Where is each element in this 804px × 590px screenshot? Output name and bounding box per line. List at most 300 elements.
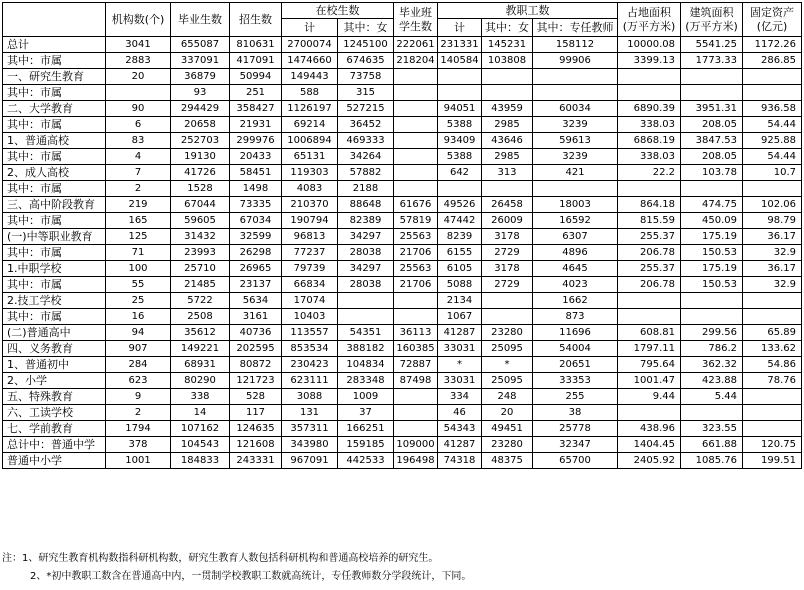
cell-graduates: 655087 [171,37,230,53]
footnote-1: 注：1、研究生教育机构数指科研机构数，研究生教育人数包括科研机构和普通高校培养的研究生。 [2,553,439,564]
cell-staff-female: 145231 [482,37,533,53]
cell-in-school-total: 357311 [282,421,338,437]
cell-staff-total: 334 [438,389,482,405]
cell-staff-total: * [438,357,482,373]
cell-fixed-assets [743,69,802,85]
cell-staff-teachers: 38 [533,405,618,421]
cell-in-school-female: 1245100 [338,37,394,53]
cell-staff-female: 48375 [482,453,533,469]
cell-in-school-female: 527215 [338,101,394,117]
cell-enrollment: 358427 [230,101,282,117]
table-row [3,245,802,261]
cell-in-school-female: 2188 [338,181,394,197]
cell-building-area: 299.56 [681,325,743,341]
cell-building-area: 208.05 [681,117,743,133]
cell-in-school-total: 1126197 [282,101,338,117]
cell-org-count: 4 [106,149,171,165]
cell-grad-class [394,165,438,181]
cell-org-count: 165 [106,213,171,229]
cell-grad-class: 196498 [394,453,438,469]
cell-row-label: 2.技工学校 [3,293,106,309]
cell-graduates: 338 [171,389,230,405]
cell-staff-teachers: 873 [533,309,618,325]
table-row [3,389,802,405]
cell-in-school-female: 104834 [338,357,394,373]
cell-staff-total: 93409 [438,133,482,149]
cell-fixed-assets: 54.44 [743,149,802,165]
table-row [3,117,802,133]
cell-enrollment: 299976 [230,133,282,149]
cell-staff-female: 2729 [482,245,533,261]
cell-graduates: 23993 [171,245,230,261]
cell-staff-teachers: 11696 [533,325,618,341]
cell-fixed-assets [743,293,802,309]
cell-org-count: 125 [106,229,171,245]
cell-enrollment: 417091 [230,53,282,69]
cell-building-area: 5.44 [681,389,743,405]
cell-grad-class: 72887 [394,357,438,373]
cell-staff-total: 6155 [438,245,482,261]
cell-row-label: 二、大学教育 [3,101,106,117]
cell-enrollment: 121608 [230,437,282,453]
cell-row-label: 1、普通高校 [3,133,106,149]
header-staff: 教职工数 [438,3,618,19]
cell-staff-total: 5388 [438,149,482,165]
cell-fixed-assets: 199.51 [743,453,802,469]
cell-row-label: 一、研究生教育 [3,69,106,85]
cell-staff-total [438,85,482,101]
cell-enrollment: 528 [230,389,282,405]
cell-staff-total: 41287 [438,325,482,341]
cell-in-school-female: 1009 [338,389,394,405]
cell-fixed-assets: 925.88 [743,133,802,149]
cell-org-count: 2883 [106,53,171,69]
cell-row-label: 2、小学 [3,373,106,389]
cell-in-school-total: 131 [282,405,338,421]
cell-org-count: 20 [106,69,171,85]
footnote-2: 2、*初中教职工数含在普通高中内，一贯制学校教职工数就高统计，专任教师数分学段统计，下同。 [30,571,472,582]
cell-staff-female: 23280 [482,325,533,341]
cell-land-area: 10000.08 [618,37,681,53]
cell-land-area: 438.96 [618,421,681,437]
cell-building-area: 3847.53 [681,133,743,149]
cell-row-label: 七、学前教育 [3,421,106,437]
cell-building-area: 450.09 [681,213,743,229]
cell-in-school-female: 37 [338,405,394,421]
cell-staff-teachers: 4645 [533,261,618,277]
header-grad-class: 毕业班学生数 [394,3,438,37]
cell-building-area [681,309,743,325]
cell-row-label: 其中：市属 [3,53,106,69]
header-staff-female: 其中：女 [482,19,533,37]
cell-enrollment: 40736 [230,325,282,341]
cell-graduates: 252703 [171,133,230,149]
cell-in-school-total: 149443 [282,69,338,85]
table-row [3,373,802,389]
cell-staff-teachers: 1662 [533,293,618,309]
cell-land-area: 795.64 [618,357,681,373]
cell-staff-total: 94051 [438,101,482,117]
cell-org-count: 219 [106,197,171,213]
cell-grad-class [394,309,438,325]
table-row [3,229,802,245]
cell-fixed-assets: 286.85 [743,53,802,69]
cell-staff-female: 2985 [482,117,533,133]
cell-enrollment: 50994 [230,69,282,85]
cell-in-school-female: 88648 [338,197,394,213]
cell-in-school-total: 17074 [282,293,338,309]
cell-staff-teachers: 33353 [533,373,618,389]
cell-graduates: 184833 [171,453,230,469]
cell-grad-class: 57819 [394,213,438,229]
cell-staff-total: 54343 [438,421,482,437]
cell-staff-female: 3178 [482,261,533,277]
cell-row-label: 其中：市属 [3,181,106,197]
cell-fixed-assets: 36.17 [743,261,802,277]
cell-land-area [618,85,681,101]
cell-enrollment: 3161 [230,309,282,325]
cell-row-label: (一)中等职业教育 [3,229,106,245]
cell-row-label: 其中：市属 [3,117,106,133]
cell-org-count: 623 [106,373,171,389]
cell-staff-teachers: 54004 [533,341,618,357]
header-fixed-assets: 固定资产(亿元) [743,3,802,37]
cell-staff-female: 2985 [482,149,533,165]
cell-staff-female: 25095 [482,373,533,389]
cell-org-count: 83 [106,133,171,149]
table-row [3,101,802,117]
cell-org-count: 284 [106,357,171,373]
table-row [3,405,802,421]
cell-fixed-assets: 65.89 [743,325,802,341]
cell-enrollment: 23137 [230,277,282,293]
cell-building-area: 150.53 [681,277,743,293]
cell-land-area: 338.03 [618,117,681,133]
cell-fixed-assets: 10.7 [743,165,802,181]
cell-in-school-female: 34297 [338,261,394,277]
cell-building-area: 661.88 [681,437,743,453]
cell-staff-female: 248 [482,389,533,405]
cell-building-area: 423.88 [681,373,743,389]
cell-in-school-total: 69214 [282,117,338,133]
cell-building-area [681,181,743,197]
cell-org-count: 9 [106,389,171,405]
cell-org-count: 90 [106,101,171,117]
cell-building-area: 1773.33 [681,53,743,69]
cell-fixed-assets [743,309,802,325]
cell-enrollment: 202595 [230,341,282,357]
cell-org-count: 1001 [106,453,171,469]
cell-staff-teachers: 255 [533,389,618,405]
cell-in-school-total: 588 [282,85,338,101]
cell-building-area [681,293,743,309]
cell-enrollment: 124635 [230,421,282,437]
cell-fixed-assets [743,85,802,101]
table-row [3,277,802,293]
cell-staff-teachers: 18003 [533,197,618,213]
header-in-school-female: 其中：女 [338,19,394,37]
cell-staff-teachers [533,181,618,197]
cell-enrollment: 121723 [230,373,282,389]
cell-fixed-assets: 54.44 [743,117,802,133]
header-enrollment: 招生数 [230,3,282,37]
cell-land-area: 608.81 [618,325,681,341]
cell-building-area: 1085.76 [681,453,743,469]
table-row [3,293,802,309]
cell-staff-total: 49526 [438,197,482,213]
table-row [3,213,802,229]
footnotes [2,550,801,586]
cell-land-area: 206.78 [618,277,681,293]
cell-grad-class [394,293,438,309]
cell-in-school-female: 54351 [338,325,394,341]
cell-in-school-total: 853534 [282,341,338,357]
cell-staff-teachers: 6307 [533,229,618,245]
cell-enrollment: 58451 [230,165,282,181]
header-in-school-total: 计 [282,19,338,37]
cell-graduates: 80290 [171,373,230,389]
cell-org-count: 907 [106,341,171,357]
cell-in-school-female: 469333 [338,133,394,149]
cell-row-label: 其中：市属 [3,245,106,261]
cell-land-area: 864.18 [618,197,681,213]
cell-in-school-total: 96813 [282,229,338,245]
cell-staff-female: 43959 [482,101,533,117]
cell-staff-total: 33031 [438,373,482,389]
cell-org-count: 16 [106,309,171,325]
cell-fixed-assets: 120.75 [743,437,802,453]
cell-land-area: 22.2 [618,165,681,181]
cell-in-school-total: 77237 [282,245,338,261]
cell-staff-total: 46 [438,405,482,421]
cell-building-area: 362.32 [681,357,743,373]
cell-grad-class: 21706 [394,245,438,261]
cell-in-school-female [338,293,394,309]
cell-in-school-female: 73758 [338,69,394,85]
cell-land-area: 2405.92 [618,453,681,469]
table-row [3,341,802,357]
cell-in-school-female: 159185 [338,437,394,453]
cell-building-area: 208.05 [681,149,743,165]
cell-fixed-assets: 936.58 [743,101,802,117]
cell-row-label: 2、成人高校 [3,165,106,181]
cell-staff-female: 103808 [482,53,533,69]
cell-land-area: 338.03 [618,149,681,165]
cell-graduates: 25710 [171,261,230,277]
table-row [3,165,802,181]
cell-land-area: 3399.13 [618,53,681,69]
cell-row-label: 三、高中阶段教育 [3,197,106,213]
cell-in-school-total: 79739 [282,261,338,277]
cell-row-label: 其中：市属 [3,85,106,101]
cell-grad-class: 87498 [394,373,438,389]
cell-row-label: 其中：市属 [3,309,106,325]
cell-org-count: 100 [106,261,171,277]
cell-grad-class [394,149,438,165]
cell-building-area: 5541.25 [681,37,743,53]
cell-org-count [106,85,171,101]
cell-staff-teachers [533,85,618,101]
header-staff-teachers: 其中：专任教师 [533,19,618,37]
cell-grad-class [394,101,438,117]
table-row [3,85,802,101]
header-building-area: 建筑面积(万平方米) [681,3,743,37]
cell-in-school-total: 1474660 [282,53,338,69]
cell-graduates: 5722 [171,293,230,309]
cell-fixed-assets [743,405,802,421]
cell-enrollment: 1498 [230,181,282,197]
cell-staff-female [482,181,533,197]
table-body [3,37,802,469]
cell-staff-teachers: 3239 [533,117,618,133]
cell-row-label: 1、普通初中 [3,357,106,373]
cell-graduates: 294429 [171,101,230,117]
table-row [3,309,802,325]
cell-in-school-total: 65131 [282,149,338,165]
cell-building-area [681,69,743,85]
cell-land-area [618,69,681,85]
cell-building-area: 786.2 [681,341,743,357]
cell-staff-female: 2729 [482,277,533,293]
cell-fixed-assets: 102.06 [743,197,802,213]
cell-land-area: 1797.11 [618,341,681,357]
cell-grad-class [394,405,438,421]
cell-graduates: 67044 [171,197,230,213]
cell-enrollment: 117 [230,405,282,421]
cell-org-count: 94 [106,325,171,341]
cell-graduates: 2508 [171,309,230,325]
header-land-area: 占地面积(万平方米) [618,3,681,37]
header-in-school: 在校生数 [282,3,394,19]
cell-staff-female: 49451 [482,421,533,437]
table-row [3,197,802,213]
table-row [3,53,802,69]
cell-grad-class: 61676 [394,197,438,213]
cell-graduates: 337091 [171,53,230,69]
cell-graduates: 41726 [171,165,230,181]
cell-graduates: 14 [171,405,230,421]
cell-land-area [618,181,681,197]
cell-in-school-female: 28038 [338,245,394,261]
cell-in-school-female: 442533 [338,453,394,469]
cell-grad-class [394,421,438,437]
cell-in-school-total: 230423 [282,357,338,373]
cell-in-school-female: 674635 [338,53,394,69]
cell-row-label: 六、工读学校 [3,405,106,421]
cell-staff-total: 47442 [438,213,482,229]
cell-enrollment: 251 [230,85,282,101]
header-blank [3,3,106,37]
cell-in-school-total: 4083 [282,181,338,197]
cell-row-label: 普通中小学 [3,453,106,469]
cell-in-school-female: 57882 [338,165,394,181]
cell-grad-class [394,117,438,133]
cell-staff-female: 26009 [482,213,533,229]
cell-building-area: 103.78 [681,165,743,181]
cell-graduates: 35612 [171,325,230,341]
cell-row-label: 总计中：普通中学 [3,437,106,453]
cell-in-school-female: 34264 [338,149,394,165]
cell-land-area: 815.59 [618,213,681,229]
cell-graduates: 21485 [171,277,230,293]
cell-land-area: 255.37 [618,229,681,245]
cell-building-area [681,85,743,101]
cell-in-school-female [338,309,394,325]
table-row [3,37,802,53]
cell-land-area [618,405,681,421]
cell-enrollment: 243331 [230,453,282,469]
cell-in-school-total: 113557 [282,325,338,341]
cell-staff-teachers: 158112 [533,37,618,53]
cell-fixed-assets: 36.17 [743,229,802,245]
table-row [3,149,802,165]
cell-land-area: 6890.39 [618,101,681,117]
cell-land-area: 206.78 [618,245,681,261]
cell-grad-class: 36113 [394,325,438,341]
cell-staff-female: 313 [482,165,533,181]
cell-grad-class [394,389,438,405]
cell-staff-total: 2134 [438,293,482,309]
cell-org-count: 7 [106,165,171,181]
header-staff-total: 计 [438,19,482,37]
cell-in-school-female: 28038 [338,277,394,293]
cell-org-count: 2 [106,181,171,197]
cell-staff-teachers: 16592 [533,213,618,229]
cell-staff-female: 25095 [482,341,533,357]
cell-row-label: 其中：市属 [3,213,106,229]
cell-row-label: 其中：市属 [3,277,106,293]
education-statistics-table-wrapper [2,2,801,469]
table-row [3,69,802,85]
cell-land-area: 9.44 [618,389,681,405]
cell-land-area [618,293,681,309]
cell-graduates: 31432 [171,229,230,245]
cell-enrollment: 26298 [230,245,282,261]
table-row [3,437,802,453]
cell-staff-teachers [533,69,618,85]
cell-building-area: 175.19 [681,229,743,245]
table-row [3,181,802,197]
cell-fixed-assets: 54.86 [743,357,802,373]
cell-grad-class [394,133,438,149]
cell-in-school-female: 36452 [338,117,394,133]
cell-in-school-total: 10403 [282,309,338,325]
cell-row-label: 1.中职学校 [3,261,106,277]
cell-in-school-female: 315 [338,85,394,101]
table-row [3,357,802,373]
cell-graduates: 20658 [171,117,230,133]
cell-building-area: 150.53 [681,245,743,261]
cell-grad-class: 21706 [394,277,438,293]
cell-staff-female: 23280 [482,437,533,453]
cell-staff-teachers: 32347 [533,437,618,453]
cell-land-area: 6868.19 [618,133,681,149]
cell-staff-teachers: 25778 [533,421,618,437]
table-row [3,421,802,437]
cell-in-school-total: 3088 [282,389,338,405]
cell-org-count: 3041 [106,37,171,53]
cell-fixed-assets: 1172.26 [743,37,802,53]
header-org-count: 机构数(个) [106,3,171,37]
cell-staff-total [438,69,482,85]
cell-staff-female [482,69,533,85]
cell-staff-teachers: 99906 [533,53,618,69]
cell-fixed-assets: 133.62 [743,341,802,357]
cell-land-area: 1404.45 [618,437,681,453]
cell-staff-total: 5388 [438,117,482,133]
cell-staff-teachers: 421 [533,165,618,181]
cell-graduates: 104543 [171,437,230,453]
